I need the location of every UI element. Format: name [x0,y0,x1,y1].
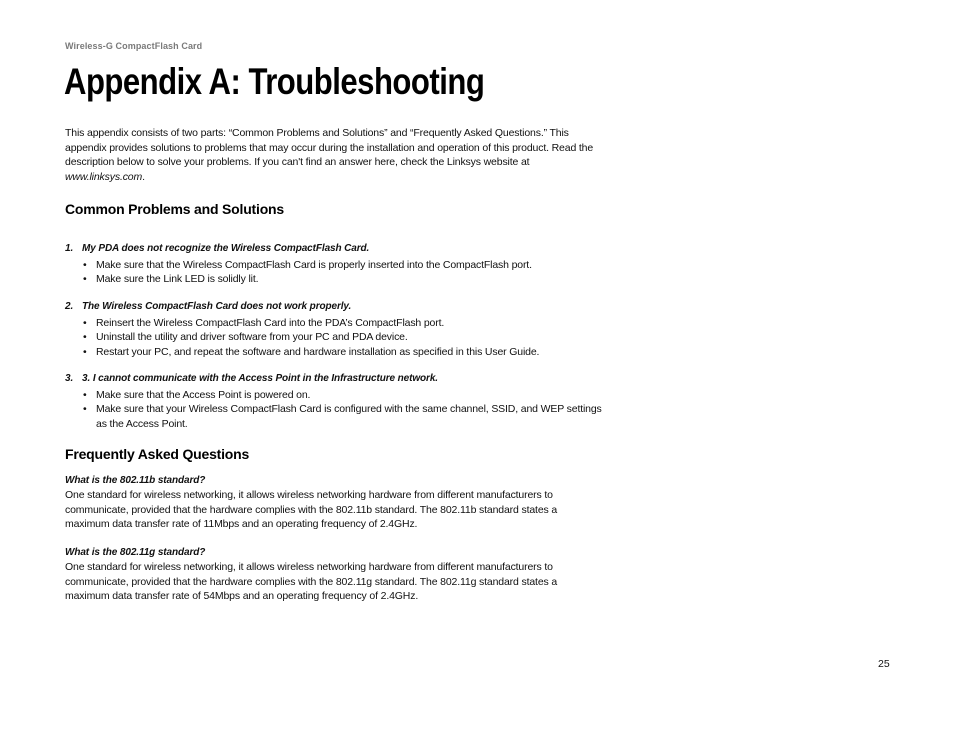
intro-end: . [142,170,145,183]
solution-list [65,258,605,287]
bullet-icon: • [83,273,87,286]
problem-title-text: The Wireless CompactFlash Card does not work properly. [82,301,352,312]
problem-number: 1. [65,243,74,254]
bullet-icon: • [83,331,87,344]
bullet-icon: • [83,389,87,401]
solution-item [65,345,605,359]
linksys-website-link[interactable]: www.linksys.com [65,170,143,183]
solution-item [65,402,605,431]
problem-item [65,300,605,359]
problem-title-text: 3. I cannot communicate with the Access Point in the Infrastructure network. [82,373,438,384]
faq-heading: Frequently Asked Questions [65,446,250,462]
common-problems-heading: Common Problems and Solutions [65,201,284,217]
bullet-icon: • [83,317,87,329]
faq-answer: One standard for wireless networking, it allows wireless networking hardware from different manufacturers to communicate, provided that the hardware complies with the 802.11g standard. The 802.11g standard states a maximum data transfer rate of 54Mbps and an operating frequency of 2.4GHz. [65,561,558,602]
page-number: 25 [878,658,890,670]
solution-text: Restart your PC, and repeat the software and hardware installation as specified in this User Guide. [96,345,540,358]
page-title: Appendix A: Troubleshooting [64,61,485,102]
bullet-icon: • [83,403,87,416]
solution-text: Make sure that the Wireless CompactFlash Card is properly inserted into the CompactFlash port. [96,259,532,271]
problem-title [65,372,605,386]
solution-item [65,330,605,344]
solution-text: Make sure that the Access Point is powered on. [96,389,311,401]
problem-title-text: My PDA does not recognize the Wireless CompactFlash Card. [82,243,370,254]
problem-title [65,242,605,256]
faq-item [65,474,595,532]
problem-number: 2. [65,301,74,312]
faq-question: What is the 802.11g standard? [65,547,206,558]
solution-text: Make sure that your Wireless CompactFlash Card is configured with the same channel, SSID, and WEP settings as the Access Point. [96,403,602,430]
solution-text: Reinsert the Wireless CompactFlash Card into the PDA’s CompactFlash port. [96,317,445,329]
faq-item [65,546,595,604]
solution-text: Make sure the Link LED is solidly lit. [96,273,259,286]
solution-list [65,316,605,359]
solution-item [65,258,605,272]
solution-item [65,272,605,286]
problem-item [65,242,605,287]
problem-item [65,372,605,431]
intro-paragraph [65,126,595,184]
faq-question: What is the 802.11b standard? [65,475,206,486]
problem-number: 3. [65,373,74,384]
solution-item [65,388,605,402]
faq-answer: One standard for wireless networking, it allows wireless networking hardware from different manufacturers to communicate, provided that the hardware complies with the 802.11b standard. The 802.11b standard states a maximum data transfer rate of 11Mbps and an operating frequency of 2.4GHz. [65,489,558,530]
bullet-icon: • [83,259,87,271]
bullet-icon: • [83,345,87,358]
running-header: Wireless-G CompactFlash Card [65,41,203,51]
intro-text: This appendix consists of two parts: “Common Problems and Solutions” and “Frequently Asked Questions.” This appendix provides solutions to problems that may occur during the installation and operation of this product. Read the description below to solve your problems. If you can't find an answer here, check the Linksys website at [65,127,594,168]
solution-item [65,316,605,330]
solution-list [65,388,605,431]
problem-title [65,300,605,314]
solution-text: Uninstall the utility and driver software from your PC and PDA device. [96,331,408,344]
